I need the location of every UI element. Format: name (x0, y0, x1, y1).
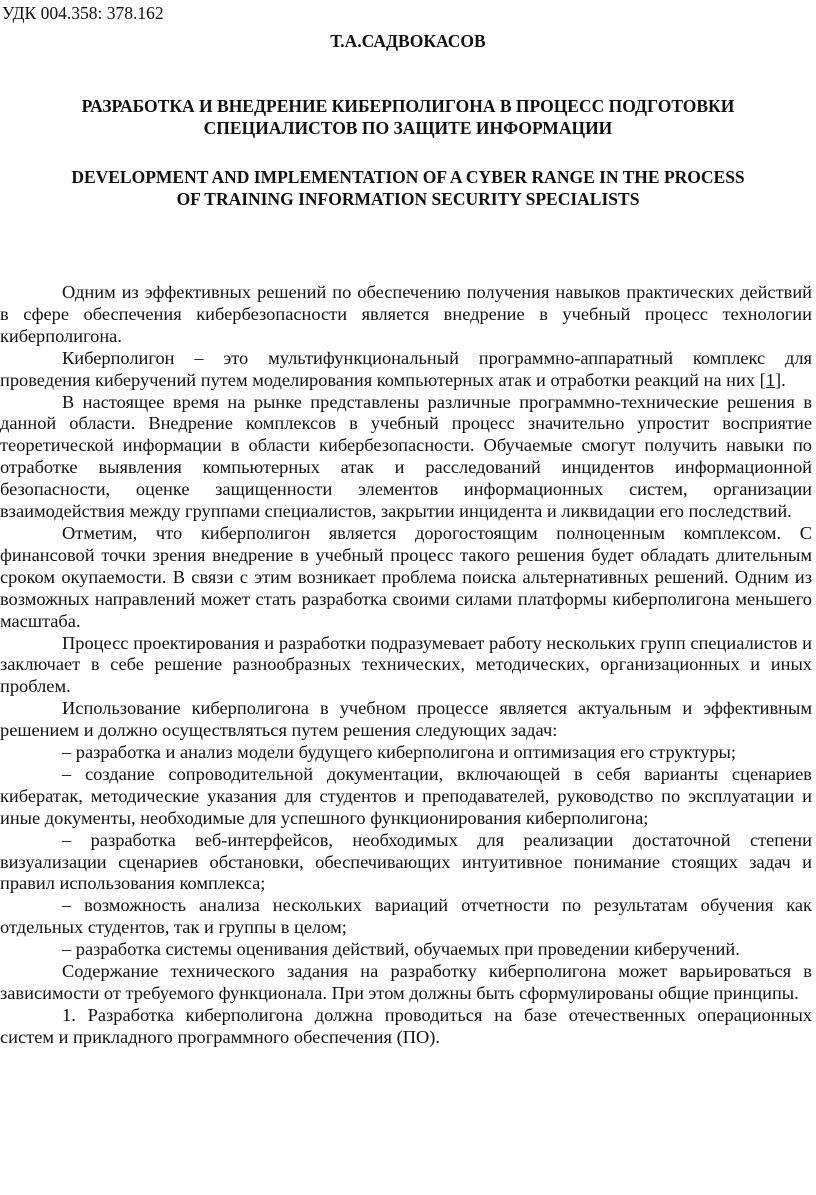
paragraph (0, 348, 812, 392)
paragraph: В настоящее время на рынке представлены различные программно-технические решения в данной области. Внедрение комплексов в учебный процесс значительно упростит восприятие теоретической информации в области кибербезопасности. Обучаемые смогут получить навыки по отработке выявления компьютерных атак и расследований инцидентов информационной безопасности, оценке защищенности элементов информационных систем, организации взаимодействия между группами специалистов, закрытии инцидента и ликвидации его последствий. (0, 391, 812, 522)
title-english (0, 166, 816, 210)
title-en-line-1: DEVELOPMENT AND IMPLEMENTATION OF A CYBER RANGE IN THE PROCESS (71, 167, 745, 187)
udc-code: УДК 004.358: 378.162 (2, 3, 164, 23)
list-item: – разработка и анализ модели будущего киберполигона и оптимизация его структуры; (62, 742, 736, 763)
reference-link[interactable]: 1 (765, 369, 775, 390)
author-name: Т.А.САДВОКАСОВ (330, 31, 486, 51)
article-body (0, 282, 812, 1049)
title-ru-line-1: РАЗРАБОТКА И ВНЕДРЕНИЕ КИБЕРПОЛИГОНА В ПРОЦЕСС ПОДГОТОВКИ (81, 96, 735, 116)
list-item: – возможность анализа нескольких вариаций отчетности по результатам обучения как отдельных студентов, так и группы в целом; (0, 895, 812, 938)
title-russian (0, 95, 816, 139)
list-item: – разработка веб-интерфейсов, необходимых для реализации достаточной степени визуализации сценариев обстановки, обеспечивающих интуитивное понимание стоящих задач и правил использования комплекса; (0, 829, 812, 894)
paragraph-text: Киберполигон – это мультифункциональный программно-аппаратный комплекс для проведения киберучений путем моделирования компьютерных атак и отработки реакций на них [ (0, 347, 812, 390)
paragraph: Отметим, что киберполигон является дорогостоящим полноценным комплексом. С финансовой точки зрения внедрение в учебный процесс такого решения будет обладать длительным сроком окупаемости. В связи с этим возникает проблема поиска альтернативных решений. Одним из возможных направлений может стать разработка своими силами платформы киберполигона меньшего масштаба. (0, 522, 812, 631)
paragraph: Процесс проектирования и разработки подразумевает работу нескольких групп специалистов и заключает в себе решение разнообразных технических, методических, организационных и иных проблем. (0, 632, 812, 697)
paragraph: Одним из эффективных решений по обеспечению получения навыков практических действий в сфере обеспечения кибербезопасности является внедрение в учебный процесс технологии киберполигона. (0, 282, 812, 346)
title-ru-line-2: СПЕЦИАЛИСТОВ ПО ЗАЩИТЕ ИНФОРМАЦИИ (203, 118, 613, 138)
paragraph: Использование киберполигона в учебном процессе является актуальным и эффективным решением и должно осуществляться путем решения следующих задач: (0, 698, 812, 741)
paragraph: Содержание технического задания на разработку киберполигона может варьироваться в зависимости от требуемого функционала. При этом должны быть сформулированы общие принципы. (0, 961, 812, 1003)
title-en-line-2: OF TRAINING INFORMATION SECURITY SPECIALISTS (176, 189, 640, 209)
list-item: – разработка системы оценивания действий, обучаемых при проведении киберучений. (62, 939, 740, 960)
paragraph-text: ]. (774, 369, 786, 390)
list-item: – создание сопроводительной документации, включающей в себя варианты сценариев кибератак, методические указания для студентов и преподавателей, руководство по эксплуатации и иные документы, необходимые для успешного функционирования киберполигона; (0, 763, 812, 828)
paragraph: 1. Разработка киберполигона должна проводиться на базе отечественных операционных систем и прикладного программного обеспечения (ПО). (0, 1004, 812, 1047)
